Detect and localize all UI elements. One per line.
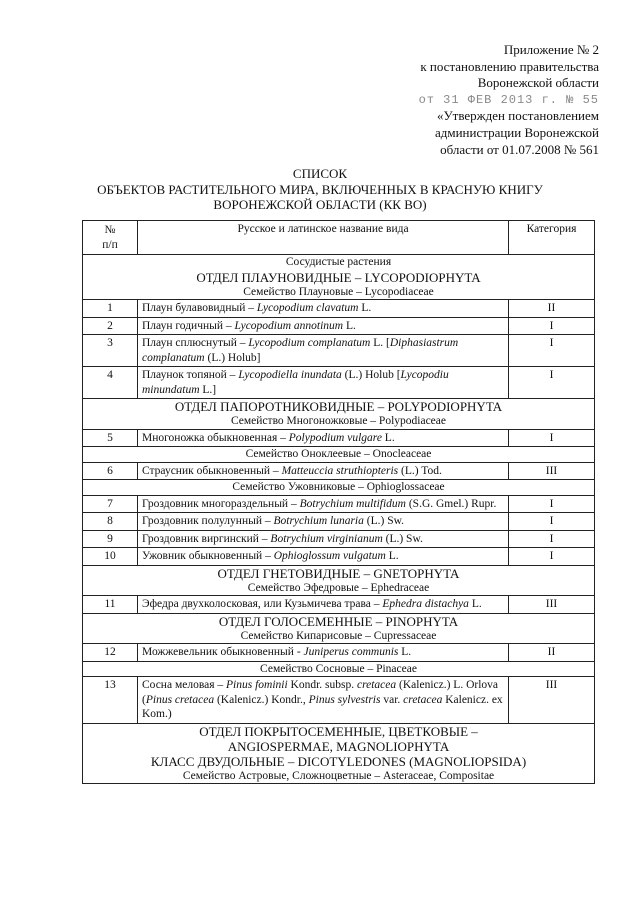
latin-name: Pinus fominii xyxy=(226,679,288,691)
species-number: 3 xyxy=(83,335,138,367)
name-text: Сосна меловая – xyxy=(142,679,226,691)
section-row xyxy=(83,447,595,463)
species-row xyxy=(83,300,595,318)
latin-name: cretacea xyxy=(356,679,397,691)
section-heading-line: ОТДЕЛ ГОЛОСЕМЕННЫЕ – PINOPHYTA xyxy=(218,613,459,629)
name-text: Плаунок топяной – xyxy=(142,369,239,381)
latin-name: Botrychium virginianum xyxy=(270,532,383,545)
species-number: 2 xyxy=(83,317,138,335)
species-name xyxy=(138,335,509,367)
species-name xyxy=(138,644,509,662)
resolution-ref: к постановлению правительства xyxy=(420,58,599,74)
latin-name: Polypodium vulgare xyxy=(288,431,382,444)
category-value: II xyxy=(509,644,595,662)
species-name xyxy=(138,495,509,513)
name-text: L. xyxy=(343,319,356,332)
latin-name: Ophioglossum vulgatum xyxy=(273,550,386,562)
section-row xyxy=(83,399,595,430)
species-name xyxy=(138,548,509,566)
species-name xyxy=(138,300,509,318)
species-row xyxy=(83,596,595,614)
species-number: 8 xyxy=(83,513,138,531)
approval-line-3: области от 01.07.2008 № 561 xyxy=(440,141,599,157)
category-value: I xyxy=(509,367,595,399)
section-heading-line: Семейство Астровые, Сложноцветные – Asteraceae, Compositae xyxy=(182,769,495,782)
latin-name: Pinus sylvestris xyxy=(308,693,381,706)
section-heading-line: ОТДЕЛ ПОКРЫТОСЕМЕННЫЕ, ЦВЕТКОВЫЕ – xyxy=(199,723,478,739)
species-row xyxy=(83,429,595,447)
name-text: L.] xyxy=(199,383,217,396)
latin-name: Lycopodium complanatum xyxy=(248,337,371,349)
section-heading xyxy=(83,613,595,644)
section-heading xyxy=(83,723,595,784)
species-number: 5 xyxy=(83,429,138,447)
name-text: L. xyxy=(385,550,399,562)
name-text: Гроздовник полулунный – xyxy=(142,515,274,527)
species-row xyxy=(83,644,595,662)
section-row xyxy=(83,480,595,496)
species-row xyxy=(83,335,595,367)
latin-name: Ephedra distachya xyxy=(382,598,469,610)
species-row xyxy=(83,462,595,480)
name-text: (S.G. Gmel.) Rupr. xyxy=(405,497,497,510)
species-number: 13 xyxy=(83,677,138,724)
name-text: Ужовник обыкновенный – xyxy=(142,550,274,562)
section-heading-line: Семейство Оноклеевые – Onocleaceae xyxy=(245,448,432,460)
section-heading-line: ОТДЕЛ ГНЕТОВИДНЫЕ – GNETOPHYTA xyxy=(217,565,460,581)
category-value: III xyxy=(509,596,595,614)
species-row xyxy=(83,513,595,531)
latin-name: Diphasiastrum complanatum xyxy=(142,337,459,364)
section-row xyxy=(83,613,595,644)
section-heading-line: ANGIOSPERMAE, MAGNOLIOPHYTA xyxy=(227,738,450,754)
name-text: (Kalenicz.) Kondr., xyxy=(214,693,309,706)
name-text: L. xyxy=(381,431,395,444)
name-text: Плаун булавовидный – xyxy=(142,302,257,314)
name-text: Гроздовник виргинский – xyxy=(142,532,271,545)
section-row xyxy=(83,661,595,677)
species-name xyxy=(138,513,509,531)
name-text: L. xyxy=(468,598,482,610)
title-line-3: ВОРОНЕЖСКОЙ ОБЛАСТИ (КК ВО) xyxy=(213,197,427,212)
species-row xyxy=(83,367,595,399)
latin-name: Juniperus communis xyxy=(303,646,399,658)
species-row xyxy=(83,495,595,513)
category-value: III xyxy=(509,677,595,724)
section-heading-line: Семейство Эфедровые – Ephedraceae xyxy=(247,581,430,594)
latin-name: Lycopodium clavatum xyxy=(256,302,359,314)
name-text: Kondr. subsp. xyxy=(287,679,357,691)
section-heading-line: Семейство Сосновые – Pinaceae xyxy=(260,662,417,675)
section-heading-line: Семейство Многоножковые – Polypodiaceae xyxy=(230,415,446,427)
title-line-2: ОБЪЕКТОВ РАСТИТЕЛЬНОГО МИРА, ВКЛЮЧЕННЫХ В КРАСНУЮ КНИГУ xyxy=(97,181,543,197)
name-text: (L.) Holub [ xyxy=(341,369,401,381)
name-text: Плаун годичный – xyxy=(142,319,235,332)
name-text: Гроздовник многораздельный – xyxy=(142,497,300,510)
approval-line-2: администрации Воронежской xyxy=(434,124,599,140)
category-value: I xyxy=(509,335,595,367)
name-text: (L.) Sw. xyxy=(382,532,423,545)
species-name xyxy=(138,317,509,335)
section-heading xyxy=(83,661,595,677)
latin-name: Matteuccia struthiopteris xyxy=(281,464,399,477)
column-header-name: Русское и латинское название вида xyxy=(138,221,509,255)
section-heading xyxy=(83,480,595,496)
species-row xyxy=(83,548,595,566)
section-heading-line: ОТДЕЛ ПАПОРОТНИКОВИДНЫЕ – POLYPODIOPHYTA xyxy=(174,399,503,414)
section-heading-line: КЛАСС ДВУДОЛЬНЫЕ – DICOTYLEDONES (MAGNOLIOPSIDA) xyxy=(150,753,527,769)
name-text: Kalenicz. ex Kom.) xyxy=(142,693,503,720)
section-row xyxy=(83,565,595,596)
species-name xyxy=(138,530,509,548)
species-number: 1 xyxy=(83,300,138,318)
species-name xyxy=(138,462,509,480)
species-table xyxy=(82,220,595,784)
name-text: (L.) Sw. xyxy=(363,515,405,527)
section-row xyxy=(83,255,595,300)
title-line-1: СПИСОК xyxy=(292,166,348,181)
latin-name: Lycopodiu minundatum xyxy=(142,369,449,396)
category-value: I xyxy=(509,530,595,548)
section-heading-line: Сосудистые растения xyxy=(285,256,392,268)
name-text: L. xyxy=(398,646,412,658)
name-text: Эфедра двухколосковая, или Кузьмичева трава – xyxy=(142,598,383,610)
section-heading-line: Семейство Плауновые – Lycopodiaceae xyxy=(243,285,434,298)
name-text: Плаун сплюснутый – xyxy=(142,337,249,349)
species-name xyxy=(138,677,509,724)
species-row xyxy=(83,317,595,335)
document-header xyxy=(299,42,599,158)
latin-name: Botrychium multifidum xyxy=(299,497,406,510)
table-body xyxy=(83,255,595,784)
category-value: III xyxy=(509,462,595,480)
species-name xyxy=(138,429,509,447)
name-text: L. xyxy=(358,302,372,314)
name-text: (L.) Tod. xyxy=(398,464,442,477)
name-text: Можжевельник обыкновенный - xyxy=(142,646,304,658)
species-number: 7 xyxy=(83,495,138,513)
section-heading xyxy=(83,565,595,596)
latin-name: Botrychium lunaria xyxy=(273,515,364,527)
species-number: 4 xyxy=(83,367,138,399)
column-header-number: № п/п xyxy=(83,221,138,255)
name-text: (Kalenicz.) L. Orlova ( xyxy=(142,679,499,706)
latin-name: Pinus cretacea xyxy=(145,693,215,706)
species-number: 10 xyxy=(83,548,138,566)
name-text: L. [ xyxy=(370,337,390,349)
species-number: 12 xyxy=(83,644,138,662)
species-name xyxy=(138,367,509,399)
category-value: I xyxy=(509,429,595,447)
region-label: Воронежской области xyxy=(477,75,599,91)
name-text: Страусник обыкновенный – xyxy=(142,464,282,477)
appendix-label: Приложение № 2 xyxy=(503,42,599,57)
species-name xyxy=(138,596,509,614)
name-text: (L.) Holub] xyxy=(204,351,261,364)
latin-name: cretacea xyxy=(403,693,443,706)
approval-line-1: «Утвержден постановлением xyxy=(436,108,599,124)
category-value: I xyxy=(509,317,595,335)
section-heading-line: Семейство Ужовниковые – Ophioglossaceae xyxy=(232,481,445,493)
column-header-category: Категория xyxy=(509,221,595,255)
section-heading-line: ОТДЕЛ ПЛАУНОВИДНЫЕ – LYCOPODIOPHYTA xyxy=(196,269,481,285)
section-row xyxy=(83,723,595,784)
species-number: 9 xyxy=(83,530,138,548)
category-value: II xyxy=(509,300,595,318)
date-stamp: от 31 ФЕВ 2013 г. № 55 xyxy=(418,92,599,107)
section-heading xyxy=(83,447,595,463)
latin-name: Lycopodiella inundata xyxy=(238,369,342,381)
category-value: I xyxy=(509,548,595,566)
section-heading-line: Семейство Кипарисовые – Cupressaceae xyxy=(240,629,437,642)
latin-name: Lycopodium annotinum xyxy=(234,319,344,332)
species-number: 11 xyxy=(83,596,138,614)
category-value: I xyxy=(509,495,595,513)
species-row xyxy=(83,530,595,548)
section-heading xyxy=(83,399,595,430)
name-text: Многоножка обыкновенная – xyxy=(142,431,289,444)
species-number: 6 xyxy=(83,462,138,480)
category-value: I xyxy=(509,513,595,531)
species-row xyxy=(83,677,595,724)
section-heading xyxy=(83,255,595,300)
name-text: var. xyxy=(380,693,404,706)
document-title xyxy=(0,166,640,213)
